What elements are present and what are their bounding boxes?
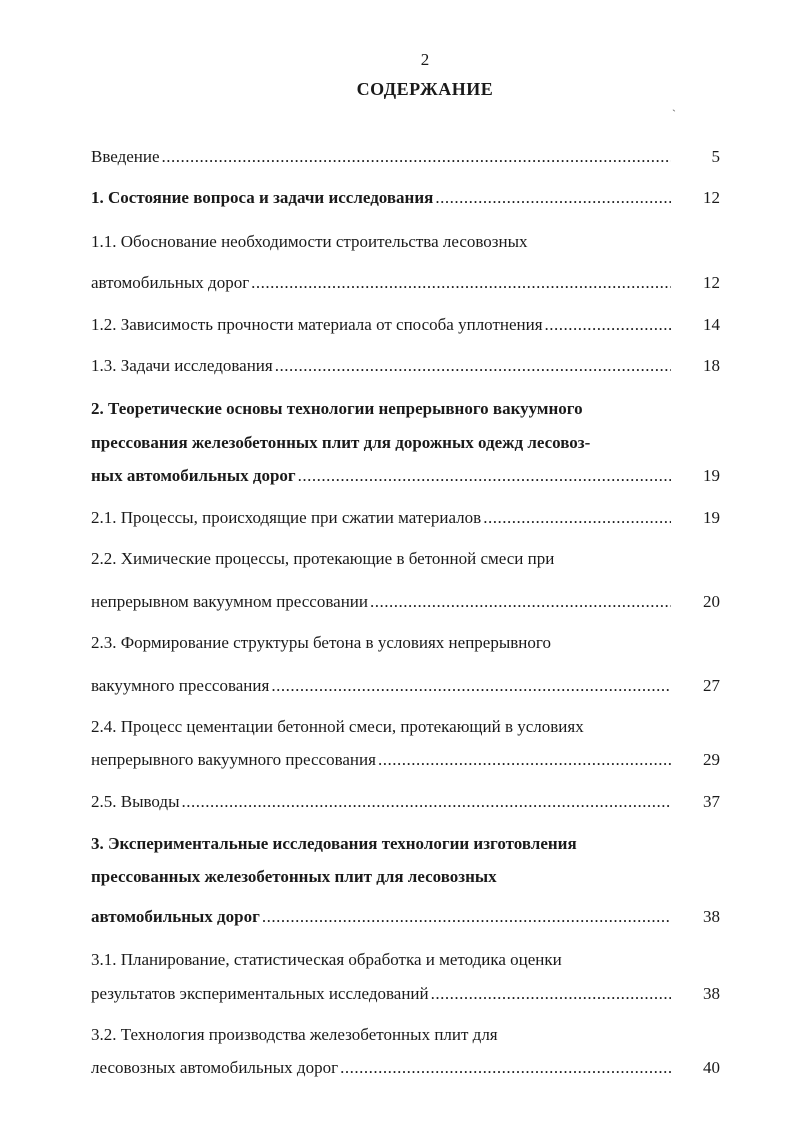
toc-entry-9-line-2: вакуумного прессования .....: [91, 675, 671, 697]
toc-entry-13-line-1: 3.1. Планирование, статистическая обработка и методика оценки: [91, 950, 562, 969]
toc-entry-12-line-2: прессованных железобетонных плит для лесовозных: [91, 867, 497, 886]
toc-entry-10-page: 29: [703, 750, 720, 769]
toc-entry-3-line-1: 1.1. Обоснование необходимости строительства лесовозных: [91, 232, 528, 251]
toc-entry-8-page: 20: [703, 592, 720, 611]
toc-entry-6-line-1: 2. Теоретические основы технологии непрерывного вакуумного: [91, 399, 583, 418]
toc-entry-14-page: 40: [703, 1058, 720, 1077]
toc-entry-7-line-1: 2.1. Процессы, происходящие при сжатии материалов .....: [91, 507, 671, 529]
toc-entry-12-line-3: автомобильных дорог .....: [91, 906, 671, 928]
toc-entry-12-page: 38: [703, 907, 720, 926]
toc-entry-10-line-2: непрерывного вакуумного прессования .....: [91, 749, 671, 771]
toc-entry-11-line-1: 2.5. Выводы .....: [91, 791, 671, 813]
toc-entry-5-page: 18: [703, 356, 720, 375]
toc-entry-4-page: 14: [703, 315, 720, 334]
toc-entry-3-page: 12: [703, 273, 720, 292]
toc-entry-12-line-1: 3. Экспериментальные исследования технологии изготовления: [91, 834, 577, 853]
page-number: 2: [420, 50, 430, 69]
page-title: СОДЕРЖАНИЕ: [356, 79, 494, 99]
toc-entry-6-line-3: ных автомобильных дорог .....: [91, 465, 671, 487]
toc-entry-2-page: 12: [703, 188, 720, 207]
toc-entry-3-line-2: автомобильных дорог .....: [91, 272, 671, 294]
scan-speck: ˏ: [672, 98, 676, 112]
toc-entry-14-line-1: 3.2. Технология производства железобетонных плит для: [91, 1025, 498, 1044]
toc-entry-9-line-1: 2.3. Формирование структуры бетона в условиях непрерывного: [91, 633, 551, 652]
toc-entry-7-page: 19: [703, 508, 720, 527]
toc-entry-6-page: 19: [703, 466, 720, 485]
toc-entry-8-line-1: 2.2. Химические процессы, протекающие в бетонной смеси при: [91, 549, 555, 568]
toc-entry-6-line-2: прессования железобетонных плит для дорожных одежд лесовоз-: [91, 433, 591, 452]
toc-entry-9-page: 27: [703, 676, 720, 695]
toc-entry-13-line-2: результатов экспериментальных исследований .....: [91, 983, 671, 1005]
toc-entry-8-line-2: непрерывном вакуумном прессовании .....: [91, 591, 671, 613]
toc-entry-11-page: 37: [703, 792, 720, 811]
toc-entry-1-page: 5: [711, 147, 720, 166]
toc-entry-14-line-2: лесовозных автомобильных дорог .....: [91, 1057, 671, 1079]
toc-entry-13-page: 38: [703, 984, 720, 1003]
toc-entry-2-line-1: 1. Состояние вопроса и задачи исследования .....: [91, 187, 671, 209]
toc-entry-4-line-1: 1.2. Зависимость прочности материала от способа уплотнения .....: [91, 314, 671, 336]
toc-entry-10-line-1: 2.4. Процесс цементации бетонной смеси, протекающий в условиях: [91, 717, 584, 736]
toc-entry-5-line-1: 1.3. Задачи исследования .....: [91, 355, 671, 377]
toc-entry-1-line-1: Введение .....: [91, 146, 671, 168]
